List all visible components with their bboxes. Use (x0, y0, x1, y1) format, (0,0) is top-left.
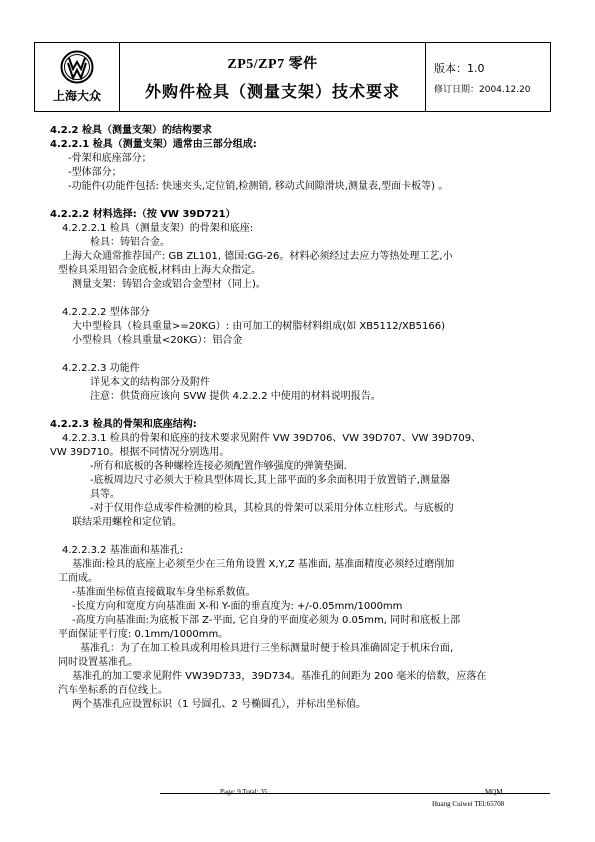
body-line: 汽车坐标系的百位线上。 (58, 685, 168, 696)
document-body (50, 124, 550, 712)
body-line: 小型检具（检具重量<20KG）：铝合金 (72, 335, 243, 346)
subsection-heading: 4.2.2.2.2 型体部分 (62, 307, 150, 318)
vw-logo-icon (60, 50, 94, 84)
section-heading: 4.2.2 检具（测量支架）的结构要求 (50, 125, 212, 136)
body-line: 基准面:检具的底座上必须至少在三角角设置 X,Y,Z 基准面, 基准面精度必须经过磨削加 (72, 559, 455, 570)
body-line: 4.2.2.3.1 检具的骨架和底座的技术要求见附件 VW 39D706、VW 39D707、VW 39D709、 (62, 433, 482, 444)
brand-block (35, 43, 120, 111)
body-line: 上海大众通常推荐国产: GB ZL101, 德国:GG-26。材料必须经过去应力等热处理工艺,小 (62, 251, 453, 262)
footer-author: Huang Cuiwei TEl:65708 (432, 800, 505, 808)
body-line: -骨架和底座部分； (68, 153, 152, 164)
page-number: Page: 9 Total: 35 (220, 788, 268, 796)
body-line: -基准面坐标值直接截取车身坐标系数值。 (72, 587, 256, 598)
footer-dept: MQM (485, 788, 503, 796)
section-heading: 4.2.2.2 材料选择:（按 VW 39D721） (50, 209, 236, 220)
body-line: 同时设置基准孔。 (58, 657, 138, 668)
body-line: 型检具采用铝合金底板,材料由上海大众指定。 (58, 265, 262, 276)
body-line: 大中型检具（检具重量>=20KG）: 由可加工的树脂材料组成(如 XB5112/XB5166) (72, 321, 446, 332)
body-line: 具等。 (90, 489, 120, 500)
brand-name: 上海大众 (52, 89, 101, 103)
body-line: -底板周边尺寸必须大于检具型体周长,其上部平面的多余面积用于放置销子,测量器 (90, 475, 450, 486)
document-title-line2: 外购件检具（测量支架）技术要求 (144, 81, 400, 101)
body-line: -高度方向基准面:为底板下部 Z-平面, 它自身的平面度必须为 0.05mm, 同时和底板上部 (72, 615, 461, 626)
body-line: -所有和底板的各种螺栓连接必须配置作够强度的弹簧垫圈. (90, 461, 347, 472)
body-line: 工而成。 (58, 573, 98, 584)
body-line: -对于仅用作总成零件检测的检具，其检具的骨架可以采用分体立柱形式。与底板的 (90, 503, 454, 514)
body-line: 测量支架：铸铝合金或铝合金型材（同上)。 (72, 279, 266, 290)
version-block (426, 43, 550, 111)
body-line: 注意：供货商应该向 SVW 提供 4.2.2.2 中使用的材料说明报告。 (90, 391, 381, 402)
body-line: 基准孔：为了在加工检具或利用检具进行三坐标测量时便于检具准确固定于机床台面, (80, 643, 454, 654)
subsection-heading: 4.2.2.2.3 功能件 (62, 363, 140, 374)
document-header (34, 42, 551, 112)
revision-date: 修订日期：2004.12.20 (434, 84, 531, 95)
body-line: 检具：铸铝合金。 (90, 237, 170, 248)
document-title-line1: ZP5/ZP7 零件 (227, 56, 318, 72)
body-line: 平面保证平行度: 0.1mm/1000mm。 (58, 629, 229, 640)
body-line: -长度方向和宽度方向基准面 X-和 Y-面的垂直度为: +/-0.05mm/1000mm (72, 601, 403, 612)
section-heading: 4.2.2.1 检具（测量支架）通常由三部分组成: (50, 139, 257, 150)
title-block (120, 43, 426, 111)
version-label: 版本：1.0 (434, 61, 485, 75)
subsection-heading: 4.2.2.3.2 基准面和基准孔: (62, 545, 184, 556)
body-line: 两个基准孔应设置标识（1 号圆孔、2 号椭圆孔），并标出坐标值。 (72, 699, 367, 710)
body-line: 基准孔的加工要求见附件 VW39D733，39D734。基准孔的间距为 200 毫米的倍数，应落在 (72, 671, 487, 682)
body-line: -功能件(功能件包括: 快速夹头,定位销,检测销, 移动式间隙滑块,测量表,型面卡板等) 。 (68, 181, 449, 192)
body-line: 联结采用螺栓和定位销。 (72, 517, 182, 528)
body-line: -型体部分； (68, 167, 122, 178)
body-line: 详见本文的结构部分及附件 (90, 377, 210, 388)
section-heading: 4.2.2.3 检具的骨架和底座结构: (50, 419, 197, 430)
body-line: 4.2.2.2.1 检具（测量支架）的骨架和底座: (62, 223, 254, 234)
body-line: VW 39D710。根据不同情况分别选用。 (50, 447, 230, 458)
